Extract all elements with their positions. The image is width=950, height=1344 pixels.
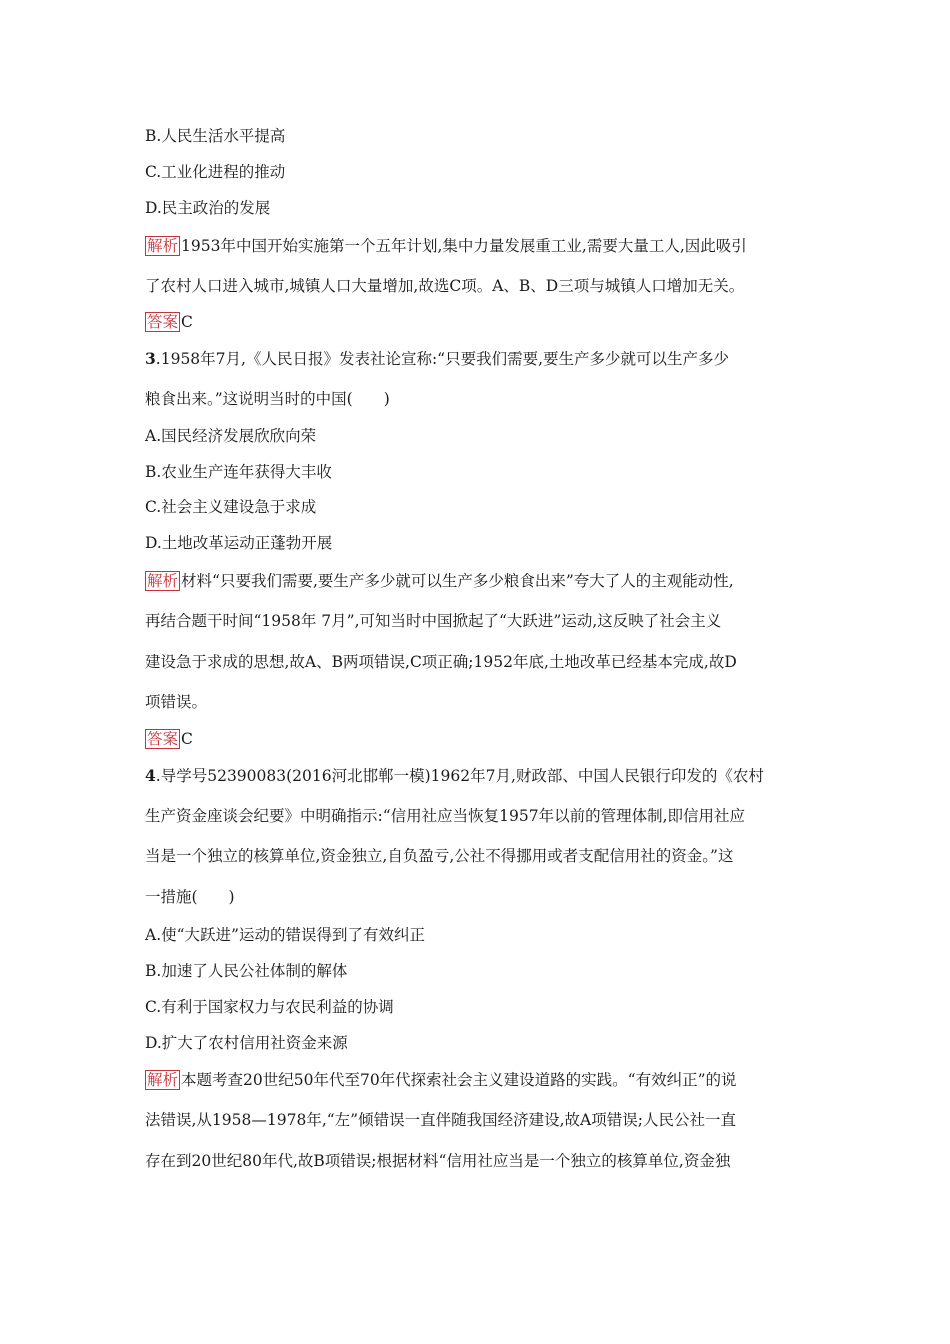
q4-stem-line-4: 一措施( ) <box>145 888 235 906</box>
q3-analysis-line-2: 再结合题干时间“1958年 7月”,可知当时中国掀起了“大跃进”运动,这反映了社会主义 <box>145 612 722 630</box>
q4-analysis-line-3: 存在到20世纪80年代,故B项错误;根据材料“信用社应当是一个独立的核算单位,资金独 <box>145 1152 731 1170</box>
q3-analysis-line-3: 建设急于求成的思想,故A、B两项错误,C项正确;1952年底,土地改革已经基本完成,故D <box>145 653 737 671</box>
q4-stem-line-1: 4.导学号52390083(2016河北邯郸一模)1962年7月,财政部、中国人民银行印发的《农村 <box>145 766 764 785</box>
q3-stem-line-2: 粮食出来。”这说明当时的中国( ) <box>145 390 390 408</box>
q3-option-c: C.社会主义建设急于求成 <box>145 498 317 516</box>
answer-tag: 答案 <box>147 730 179 748</box>
q3-analysis-line-4: 项错误。 <box>145 693 208 711</box>
q4-analysis-line-1: 解析 本题考查20世纪50年代至70年代探索社会主义建设道路的实践。“有效纠正”的说 <box>147 1071 737 1089</box>
analysis-tag: 解析 <box>147 572 179 590</box>
q4-option-c: C.有利于国家权力与农民利益的协调 <box>145 998 394 1016</box>
q4-stem-line-3: 当是一个独立的核算单位,资金独立,自负盈亏,公社不得挪用或者支配信用社的资金。”这 <box>145 847 734 865</box>
analysis-tag: 解析 <box>147 1071 179 1089</box>
q3-stem-line-1: 3.1958年7月,《人民日报》发表社论宣称:“只要我们需要,要生产多少就可以生产多少 <box>145 349 730 368</box>
q3-option-d: D.土地改革运动正蓬勃开展 <box>145 534 333 552</box>
q2-option-b: B.人民生活水平提高 <box>145 127 286 145</box>
q4-number: 4 <box>145 766 156 785</box>
q4-option-d: D.扩大了农村信用社资金来源 <box>145 1034 348 1052</box>
q3-analysis-line-1: 解析 材料“只要我们需要,要生产多少就可以生产多少粮食出来”夸大了人的主观能动性, <box>147 572 734 590</box>
q4-option-b: B.加速了人民公社体制的解体 <box>145 962 348 980</box>
q4-option-a: A.使“大跃进”运动的错误得到了有效纠正 <box>145 926 425 944</box>
q2-answer: 答案 C <box>147 313 193 331</box>
q2-option-c: C.工业化进程的推动 <box>145 163 286 181</box>
q2-analysis-line-1: 解析 1953年中国开始实施第一个五年计划,集中力量发展重工业,需要大量工人,因此吸引 <box>147 237 747 255</box>
q2-option-d: D.民主政治的发展 <box>145 199 271 217</box>
analysis-tag: 解析 <box>147 237 179 255</box>
q3-option-b: B.农业生产连年获得大丰收 <box>145 463 332 481</box>
answer-tag: 答案 <box>147 313 179 331</box>
q3-option-a: A.国民经济发展欣欣向荣 <box>145 427 317 445</box>
q3-answer: 答案 C <box>147 730 193 748</box>
q2-analysis-line-2: 了农村人口进入城市,城镇人口大量增加,故选C项。A、B、D三项与城镇人口增加无关。 <box>145 277 745 295</box>
q4-stem-line-2: 生产资金座谈会纪要》中明确指示:“信用社应当恢复1957年以前的管理体制,即信用社应 <box>145 807 746 825</box>
q4-analysis-line-2: 法错误,从1958—1978年,“左”倾错误一直伴随我国经济建设,故A项错误;人民公社一直 <box>145 1111 736 1129</box>
q3-number: 3 <box>145 349 156 368</box>
